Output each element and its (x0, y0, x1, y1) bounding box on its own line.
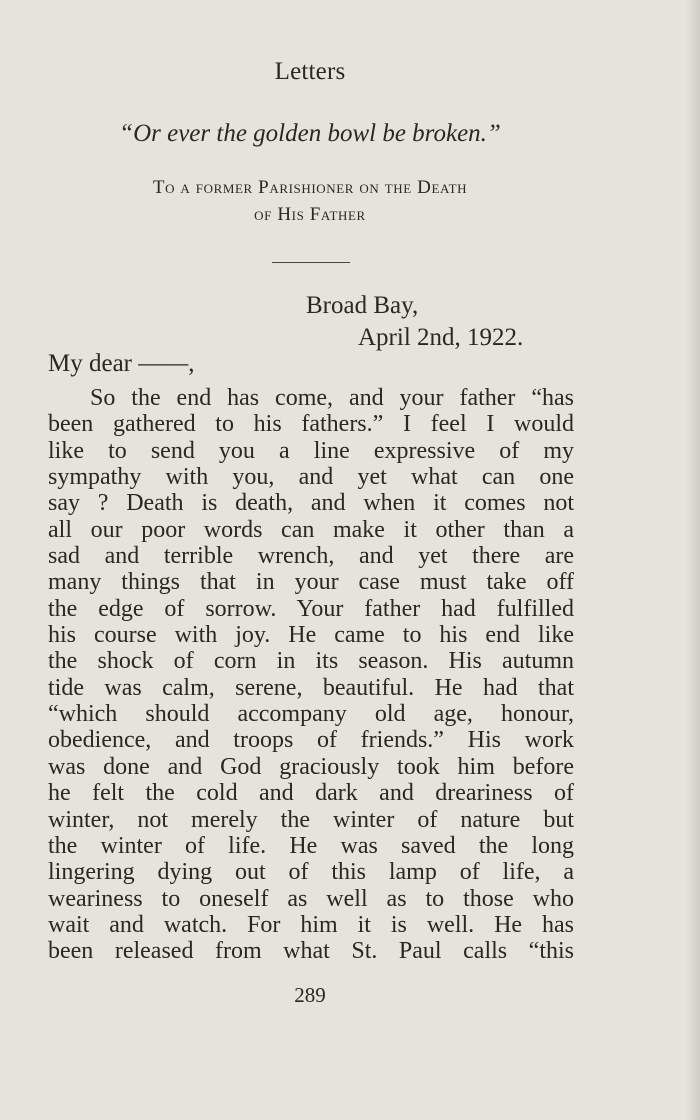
letter-place: Broad Bay, (306, 292, 419, 319)
page-number: 289 (294, 983, 326, 1007)
body-line: obedience, and troops of friends.” His work (48, 727, 574, 754)
section-divider (272, 262, 350, 263)
body-line: like to send you a line expressive of my (48, 437, 574, 464)
letter-body (48, 385, 574, 965)
body-line: winter, not merely the winter of nature but (48, 806, 574, 833)
body-line: was done and God graciously took him before (48, 753, 574, 780)
body-line: all our poor words can make it other than a (48, 516, 574, 543)
body-line: say ? Death is death, and when it comes not (48, 490, 574, 517)
body-line: he felt the cold and dark and dreariness of (48, 780, 574, 807)
body-line: wait and watch. For him it is well. He has (48, 911, 574, 938)
body-line: So the end has come, and your father “has (90, 385, 574, 411)
body-line: sad and terrible wrench, and yet there are (48, 543, 574, 570)
subtitle-line-2: of His Father (254, 204, 366, 225)
body-line: lingering dying out of this lamp of life, a (48, 859, 574, 886)
letter-date: April 2nd, 1922. (358, 324, 524, 351)
salutation: My dear ——, (48, 350, 195, 377)
body-line: weariness to oneself as well as to those who (48, 885, 574, 912)
epigraph: “Or ever the golden bowl be broken.” (119, 120, 501, 147)
body-line: his course with joy. He came to his end like (48, 622, 574, 649)
body-line: tide was calm, serene, beautiful. He had that (48, 674, 574, 701)
body-line: many things that in your case must take off (48, 569, 574, 596)
letter-subtitle (0, 174, 620, 228)
running-head: Letters (274, 58, 346, 85)
body-line: sympathy with you, and yet what can one (48, 464, 574, 491)
body-line: the winter of life. He was saved the long (48, 832, 574, 859)
body-line: the edge of sorrow. Your father had fulfilled (48, 595, 574, 622)
body-line: “which should accompany old age, honour, (48, 701, 574, 728)
subtitle-line-1: To a former Parishioner on the Death (152, 177, 468, 198)
body-line: the shock of corn in its season. His autumn (48, 648, 574, 675)
body-line: been released from what St. Paul calls “this (48, 938, 574, 965)
page-edge-shadow (686, 0, 700, 1120)
body-line: been gathered to his fathers.” I feel I would (48, 411, 574, 438)
